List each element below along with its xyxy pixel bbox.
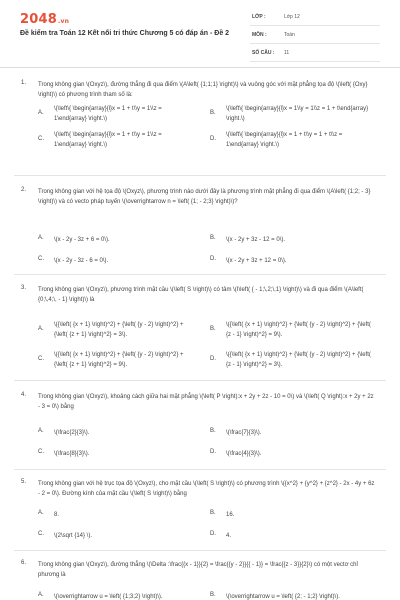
meta-row-class [250,11,380,26]
question-number: 3. [21,285,27,291]
meta-row-count [250,47,380,62]
question-number: 4. [21,392,27,398]
option-letter[interactable]: A. [38,235,44,241]
logo-suffix: .vn [57,18,70,25]
option-letter[interactable]: B. [210,592,216,598]
option-text[interactable]: \(2\sqrt {14} \). [54,533,93,539]
option-text[interactable]: \({\left( {x + 1} \right)^2} + {\left( {y - 2} \right)^2} + {\left( {z - 1} \right)^2} = 3\). [226,352,371,368]
page-title: Đề kiểm tra Toán 12 Kết nối tri thức Chương 5 có đáp án - Đề 2 [20,30,230,37]
meta-value: Toán [284,32,295,38]
option-text[interactable]: \(\overrightarrow u = \left( {1;3;2} \right)\). [54,594,163,600]
logo-text: 2048 [20,12,57,27]
question-number: 2. [21,187,27,193]
question-text: Trong không gian \(Oxyz\), khoảng cách giữa hai mặt phẳng \(\left( P \right):x + 2y + 2z - 10 = 0\) và \(\left( Q \right):x + 2y + 2z - 3 = 0\) bằng [38,394,374,410]
option-text[interactable]: \(x - 2y + 3z + 12 = 0\). [226,258,287,264]
option-text[interactable]: \(x - 2y - 3z - 6 = 0\). [54,258,109,264]
meta-row-subject [250,29,380,44]
question-number: 1. [21,80,27,86]
meta-key: SỐ CÂU : [252,50,275,56]
option-text[interactable]: \(x - 2y + 3z - 12 = 0\). [226,237,286,243]
option-text[interactable]: \({\left( {x + 1} \right)^2} + {\left( {y - 2} \right)^2} + {\left( {z + 1} \right)^2} = 9\). [54,352,184,368]
option-letter[interactable]: C. [38,356,44,362]
option-text[interactable]: \({\left( {x + 1} \right)^2} + {\left( {y - 2} \right)^2} + {\left( {z - 1} \right)^2} = 9\). [226,322,371,338]
question-divider [14,469,386,470]
option-letter[interactable]: D. [210,136,216,142]
option-letter[interactable]: D. [210,356,216,362]
option-letter[interactable]: C. [38,136,44,142]
option-letter[interactable]: B. [210,110,216,116]
question-number: 6. [21,560,27,566]
meta-panel [250,11,380,65]
option-text[interactable]: 4. [226,533,232,539]
question-divider [14,175,386,176]
option-text[interactable]: \({\left( {x + 1} \right)^2} + {\left( {y - 2} \right)^2} + {\left( {z + 1} \right)^2} = 3\). [54,322,184,338]
question-text: Trong không gian với hệ trục tọa độ \(Oxyz\), cho mặt cầu \(\left( S \right)\) có phương trình \({x^2} + {y^2} + {z^2} - 2x - 4y + 6z - 2 = 0\). Đường kính của mặt cầu \(\left( S \right)\) bằng [38,481,375,497]
option-letter[interactable]: D. [210,256,216,262]
option-text[interactable]: \(\frac{8}{3}\). [54,451,90,457]
option-letter[interactable]: B. [210,235,216,241]
option-text[interactable]: 8. [54,512,60,518]
option-letter[interactable]: A. [38,326,44,332]
question-text: Trong không gian \(Oxyz\), phương trình mặt cầu \(\left( S \right)\) có tâm \(I\left( { - 1;\,2;\,1} \right)\) và đi qua điểm \(A\left( {0;\,4;\, - 1} \right)\) là [38,287,364,303]
question-text: Trong không gian với hệ tọa độ \(Oxyz\), phương trình nào dưới đây là phương trình mặt phẳng đi qua điểm \(A\left( {1;2; - 3} \right)\) và có vecto pháp tuyến \(\overrightarrow n = \left( {1; - 2;3} \right)\)? [38,189,371,205]
option-text[interactable]: \(\frac{7}{3}\). [226,430,262,436]
question-text: Trong không gian \(Oxyz\), đường thẳng đi qua điểm \(A\left( {1;1;1} \right)\) và vuông góc với mặt phẳng tọa độ \(\left( {Oxy} \right)\) có phương trình tham số là: [38,82,368,98]
option-text[interactable]: \(\frac{2}{3}\). [54,430,90,436]
option-text[interactable]: \(x - 2y - 3z + 6 = 0\). [54,237,110,243]
option-letter[interactable]: A. [38,110,44,116]
option-letter[interactable]: A. [38,592,44,598]
option-letter[interactable]: C. [38,531,44,537]
option-letter[interactable]: C. [38,449,44,455]
question-divider [14,550,386,551]
option-text[interactable]: \(\left\{ \begin{array}{l}x = 1 + t\\y = 1\\z = 1\end{array} \right.\) [54,132,162,148]
question-divider [14,274,386,275]
question-number: 5. [21,479,27,485]
option-letter[interactable]: A. [38,510,44,516]
meta-value: Lớp 12 [284,14,300,20]
meta-value: 11 [284,50,290,56]
option-letter[interactable]: D. [210,449,216,455]
option-letter[interactable]: B. [210,428,216,434]
option-letter[interactable]: B. [210,510,216,516]
header-divider [0,67,400,68]
option-text[interactable]: \(\overrightarrow u = \left( {2; - 1;2} \right)\). [226,594,340,600]
meta-key: MÔN : [252,32,267,38]
option-text[interactable]: \(\left\{ \begin{array}{l}x = 1 + t\\y = 1 + t\\z = 1\end{array} \right.\) [226,132,343,148]
option-text[interactable]: 16. [226,512,235,518]
option-letter[interactable]: B. [210,326,216,332]
option-letter[interactable]: D. [210,531,216,537]
site-logo[interactable] [20,12,69,27]
question-text: Trong không gian \(Oxyz\), đường thẳng \(\Delta :\frac{{x - 1}}{2} = \frac{{y - 2}}{{ - 1}} = \frac{{z - 3}}{2}\) có một vectơ chỉ phương là [38,562,358,578]
option-letter[interactable]: A. [38,428,44,434]
option-letter[interactable]: C. [38,256,44,262]
question-divider [14,380,386,381]
header [0,0,400,62]
option-text[interactable]: \(\left\{ \begin{array}{l}x = 1 + t\\y = 1\\z = 1\end{array} \right.\) [54,106,162,122]
option-text[interactable]: \(\frac{4}{3}\). [226,451,262,457]
meta-key: LỚP : [252,14,266,20]
option-text[interactable]: \(\left\{ \begin{array}{l}x = 1\\y = 1\\z = 1 + t\end{array} \right.\) [226,106,369,122]
